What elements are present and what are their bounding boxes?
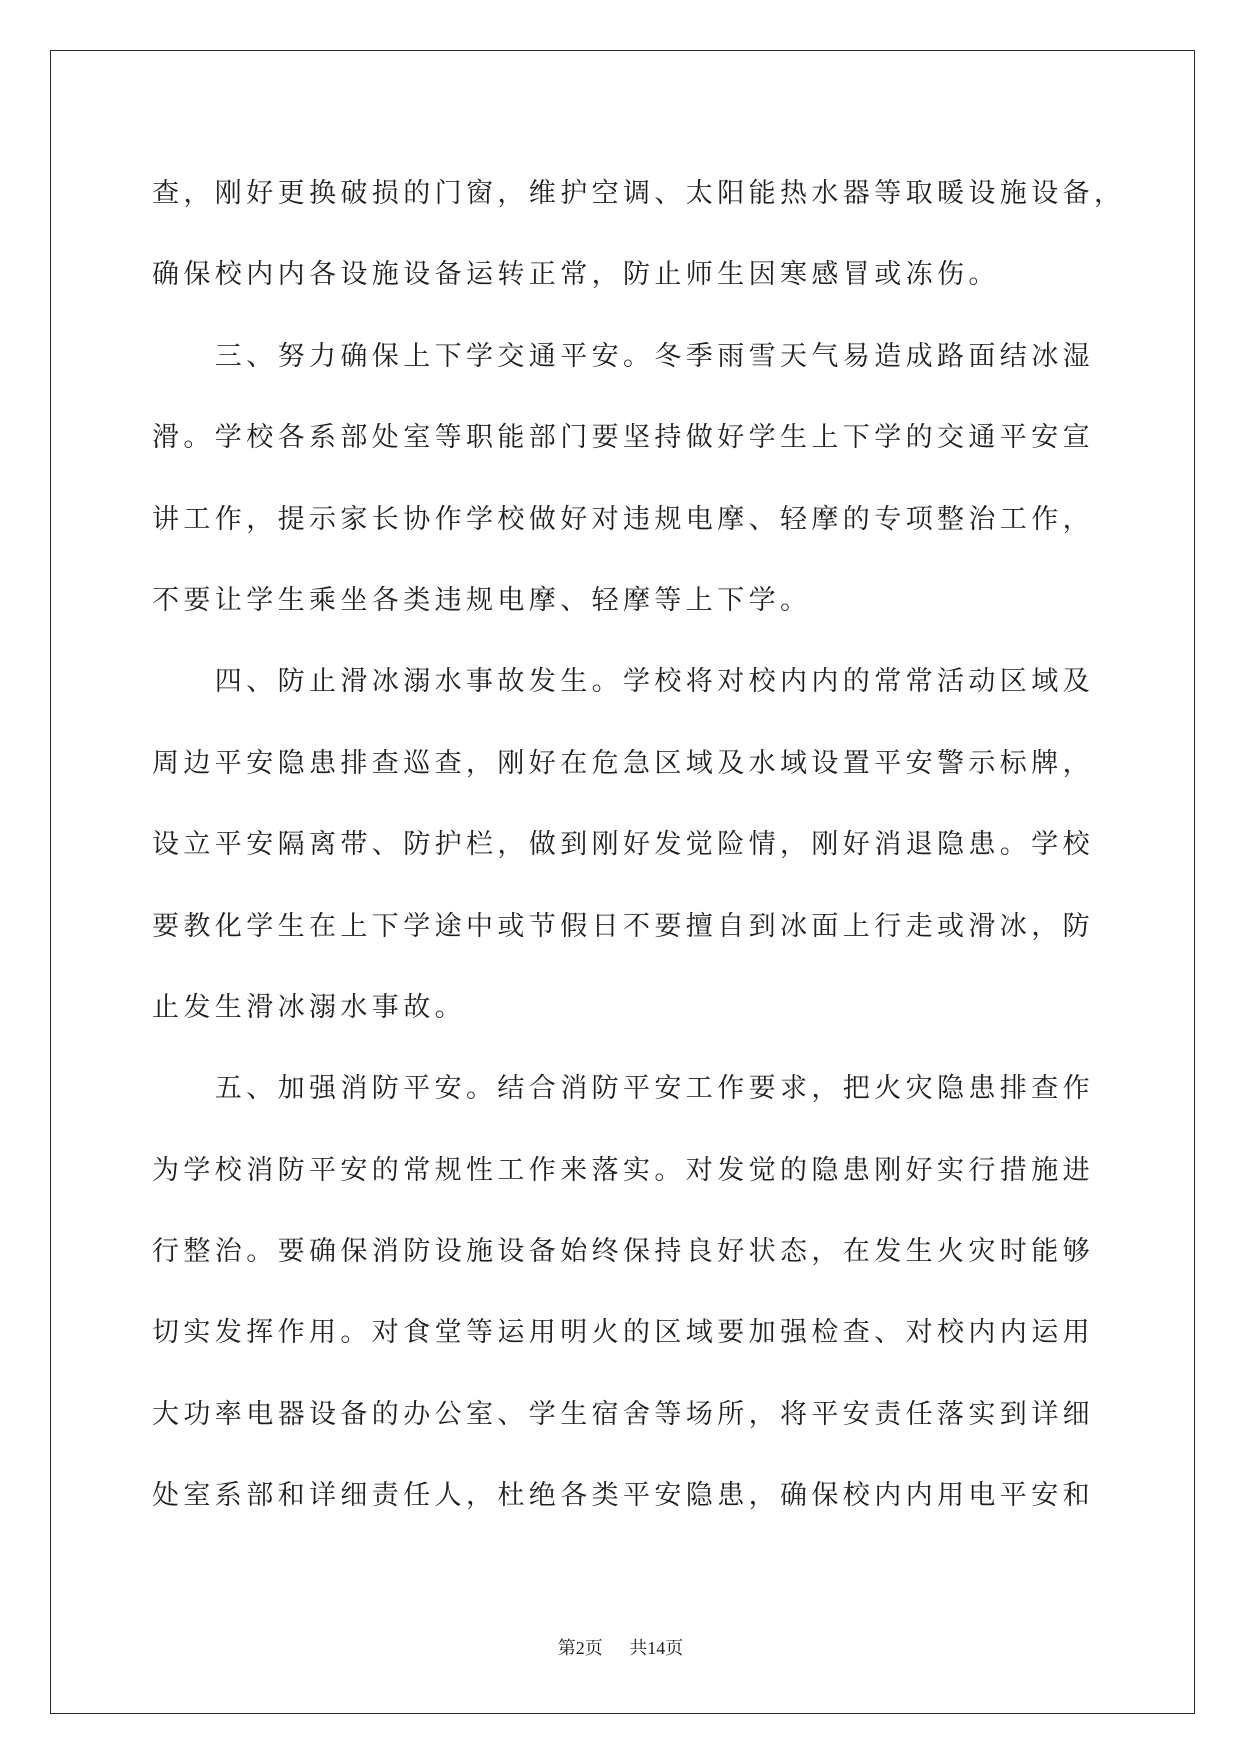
text-line: 止发生滑冰溺水事故。 xyxy=(152,991,466,1023)
text-line: 滑。学校各系部处室等职能部门要坚持做好学生上下学的交通平安宣 xyxy=(152,422,1094,454)
text-line: 不要让学生乘坐各类违规电摩、轻摩等上下学。 xyxy=(152,584,812,616)
text-line: 三、努力确保上下学交通平安。冬季雨雪天气易造成路面结冰湿 xyxy=(214,340,1094,372)
text-line: 为学校消防平安的常规性工作来落实。对发觉的隐患刚好实行措施进 xyxy=(152,1154,1094,1186)
text-line: 周边平安隐患排查巡查，刚好在危急区域及水域设置平安警示标牌， xyxy=(152,747,1094,779)
text-line: 四、防止滑冰溺水事故发生。学校将对校内内的常常活动区域及 xyxy=(214,666,1094,698)
text-line: 讲工作，提示家长协作学校做好对违规电摩、轻摩的专项整治工作， xyxy=(152,503,1094,535)
paragraph-traffic-safety xyxy=(152,316,1152,642)
page-number: 第2页 xyxy=(557,1638,603,1658)
text-line: 行整治。要确保消防设施设备始终保持良好状态，在发生火灾时能够 xyxy=(152,1236,1094,1268)
text-line: 要教化学生在上下学途中或节假日不要擅自到冰面上行走或滑冰，防 xyxy=(152,910,1094,942)
paragraph-ice-drowning xyxy=(152,641,1152,1048)
paragraph-continued xyxy=(152,153,1152,316)
paragraph-fire-safety xyxy=(152,1048,1152,1536)
document-body xyxy=(152,153,1152,1537)
text-line: 处室系部和详细责任人，杜绝各类平安隐患，确保校内内用电平安和 xyxy=(152,1480,1094,1512)
page-footer xyxy=(0,1636,1241,1660)
text-line: 大功率电器设备的办公室、学生宿舍等场所，将平安责任落实到详细 xyxy=(152,1398,1094,1430)
text-line: 五、加强消防平安。结合消防平安工作要求，把火灾隐患排查作 xyxy=(214,1073,1094,1105)
text-line: 查，刚好更换破损的门窗，维护空调、太阳能热水器等取暖设施设备， xyxy=(152,178,1126,209)
text-line: 确保校内内各设施设备运转正常，防止师生因寒感冒或冻伤。 xyxy=(152,259,1000,291)
page-total: 共14页 xyxy=(629,1638,684,1658)
text-line: 设立平安隔离带、防护栏，做到刚好发觉险情，刚好消退隐患。学校 xyxy=(152,829,1094,861)
text-line: 切实发挥作用。对食堂等运用明火的区域要加强检查、对校内内运用 xyxy=(152,1317,1094,1349)
